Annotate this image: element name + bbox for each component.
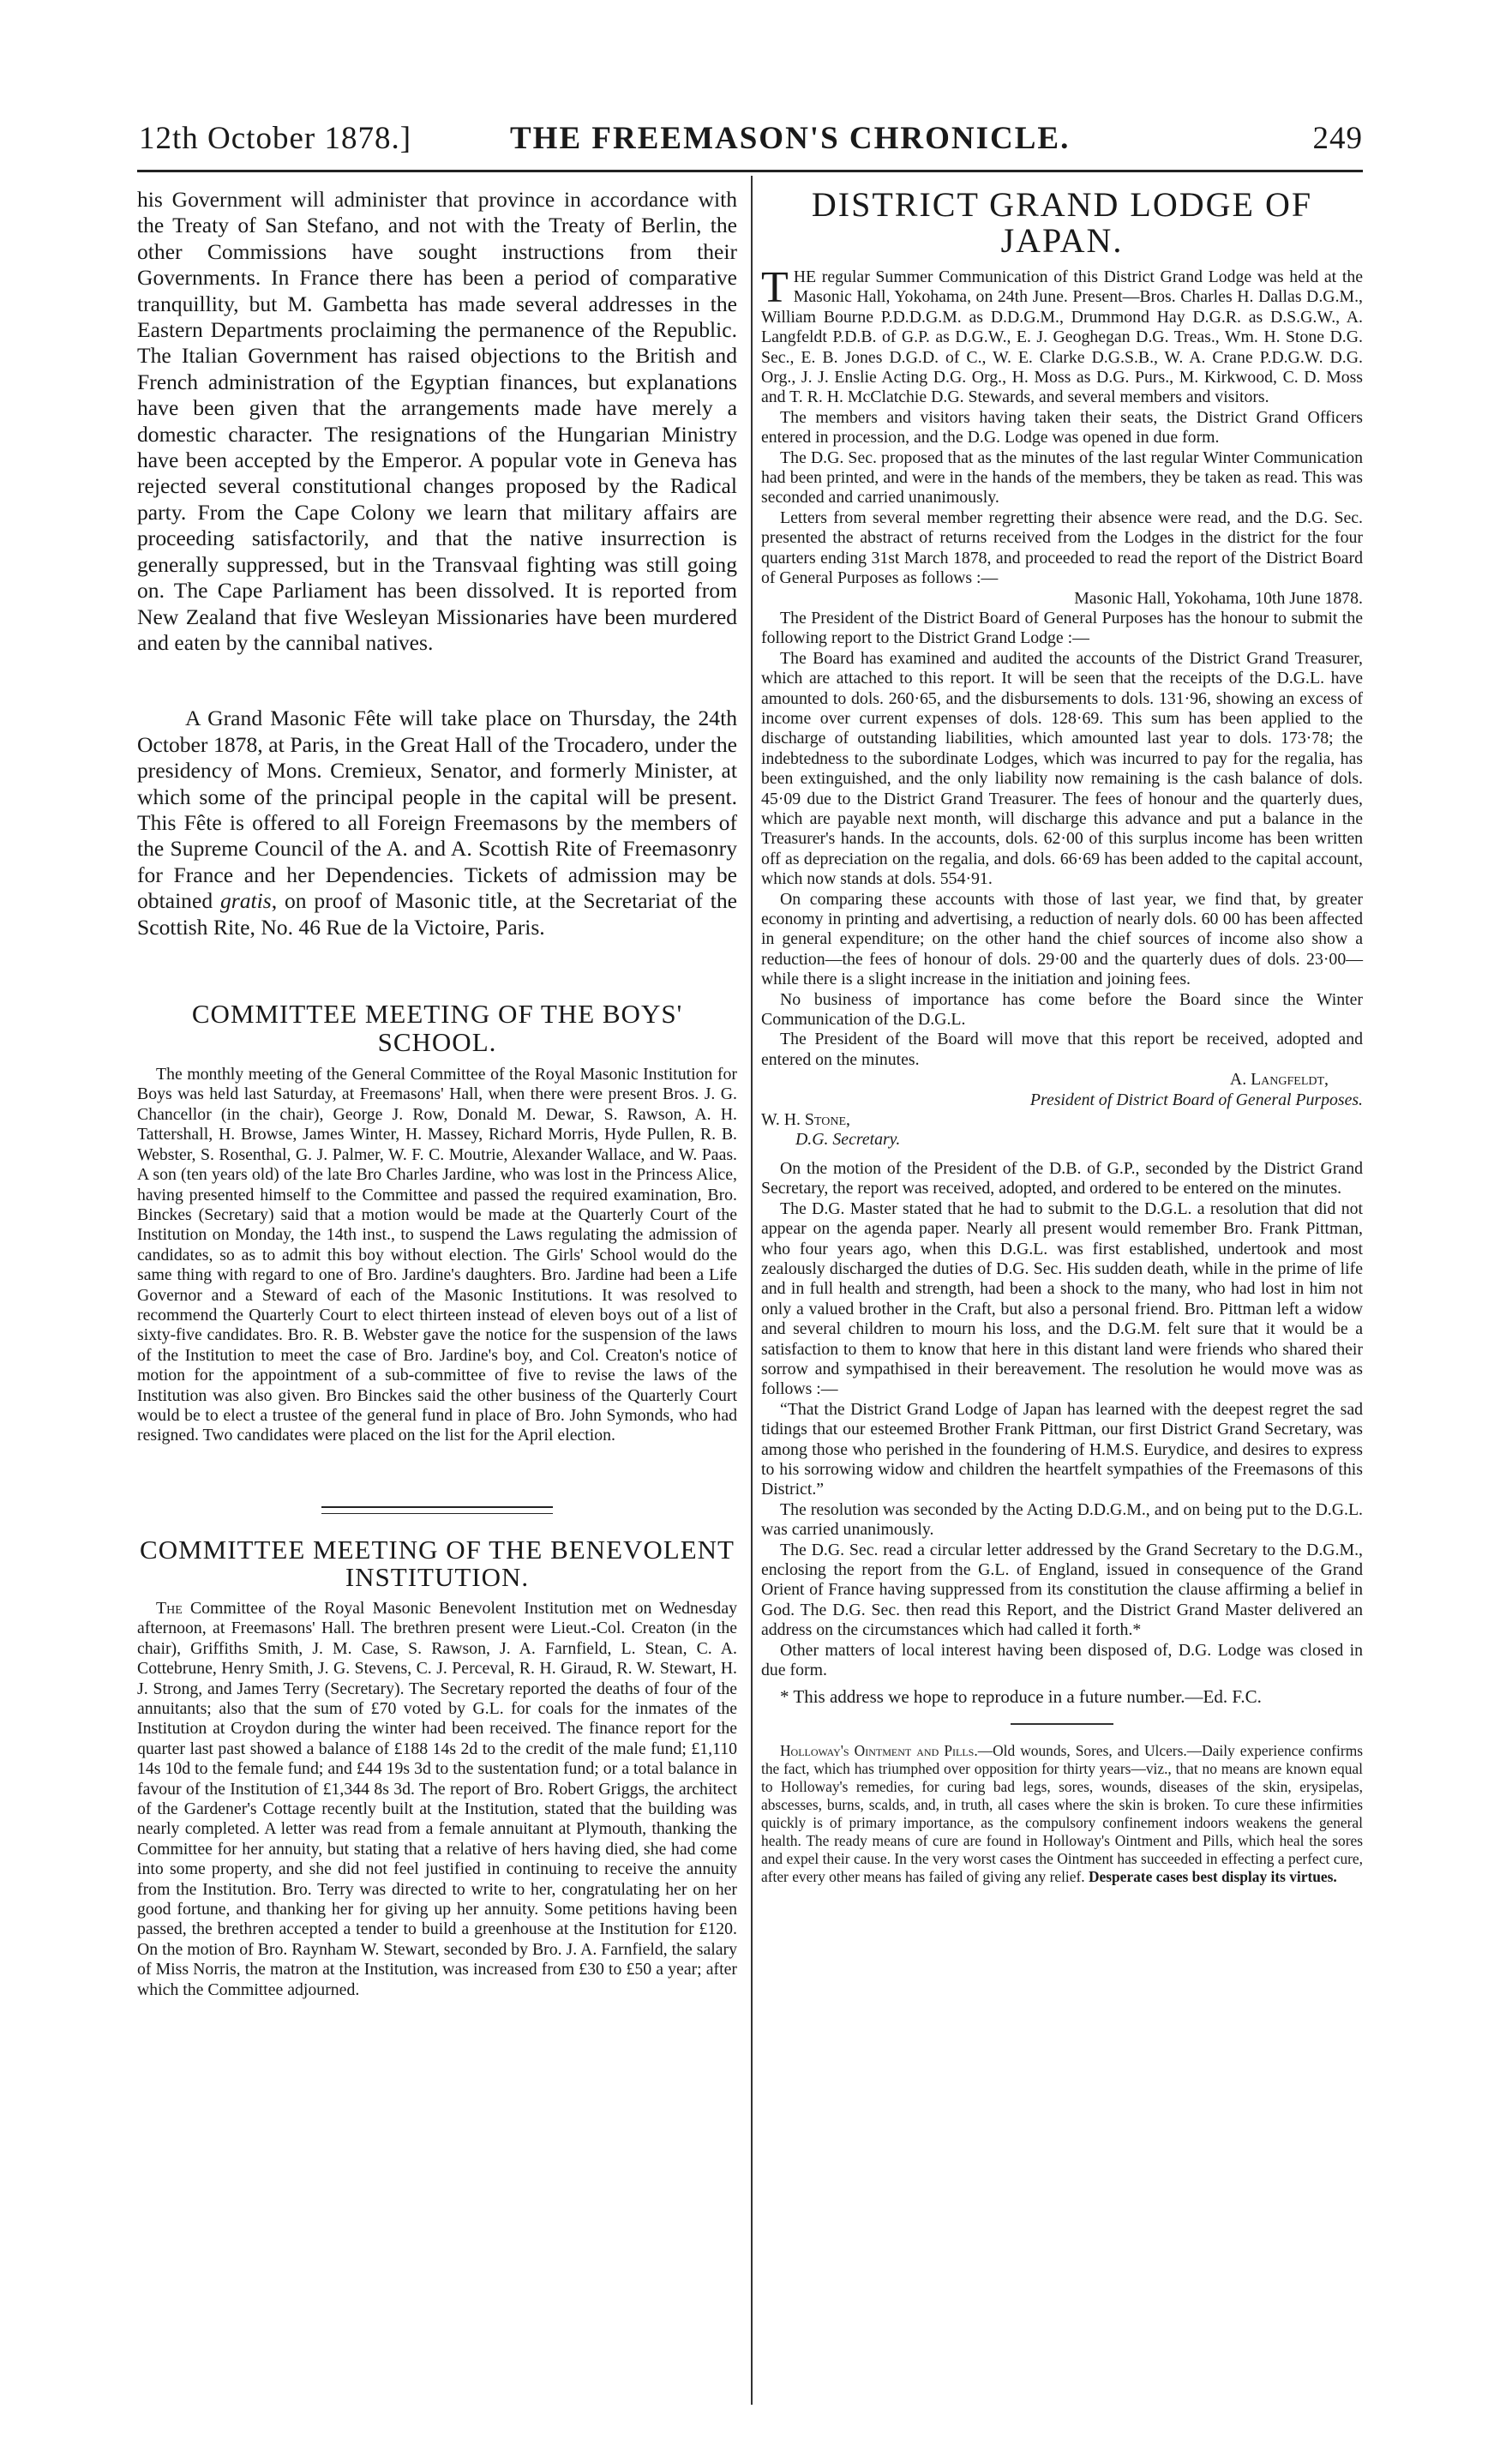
signature-name: A. Langfeldt, — [1229, 1070, 1329, 1090]
benevolent-heading: COMMITTEE MEETING OF THE BENEVOLENT INSTITUTION. — [140, 1534, 735, 1593]
advert-paragraph — [761, 1742, 1363, 1886]
header-date: 12th October 1878.] — [139, 121, 412, 156]
japan-heading: DISTRICT GRAND LODGE OF JAPAN. — [811, 185, 1313, 260]
advert-head: Holloway's Ointment and Pills. — [780, 1741, 978, 1759]
boys-section — [137, 1065, 737, 1446]
japan-resolution: “That the District Grand Lodge of Japan has learned with the deepest regret the sad tidings that our esteemed Brother Frank Pittman, our first District Grand Secretary, was among those who perished in the foundering of H.M.S. Eurydice, and desires to express to his sorrowing widow and children the heartfelt sympathies of the Freemasons of this District.” — [761, 1399, 1363, 1499]
japan-p8: No business of importance has come before the Board since the Winter Communication of the D.G.L. — [761, 989, 1363, 1030]
fete-gratis: gratis — [219, 888, 272, 914]
footnote: * This address we hope to reproduce in a future number.—Ed. F.C. — [780, 1686, 1262, 1708]
japan-p7: On comparing these accounts with those of last year, we find that, by greater economy in printing and advertising, a reduction of nearly dols. 60 00 has been affected in general expenditure; on the other hand the chief sources of income also show a reduction—the fees of honour of dols. 29·00 and the quarterly dues of dols. 23·00—while there is a slight increase in the initiation and joining fees. — [761, 889, 1363, 989]
advertisement — [761, 1742, 1363, 1886]
japan-p14: The D.G. Sec. read a circular letter addressed by the Grand Secretary to the D.G.M., enclosing the report from the G.L. of England, issued in consequence of the Grand Orient of France having suppressed from its constitution the clause affirming a belief in God. The D.G. Sec. then read this Report, and the District Grand Master delivered an address on the circumstances which had called it forth.* — [761, 1540, 1363, 1640]
advert-body: —Old wounds, Sores, and Ulcers.—Daily experience confirms the fact, which has triumphed over opposition for thirty years—viz., that no means are known equal to Holloway's remedies, for curing bad legs, sores, wounds, diseases of the skin, erysipelas, abscesses, burns, scalds, and, in truth, all cases where the skin is broken. To cure these infirmities quickly is of primary importance, as the compulsory confinement indoors weakens the general health. The ready means of cure are found in Holloway's Ointment and Pills, which heal the sores and expel their cause. In the very worst cases the Ointment has succeeded in effecting a perfect cure, after every other means has failed of giving any relief. — [761, 1741, 1363, 1885]
column-divider — [751, 176, 753, 2405]
japan-p9: The President of the Board will move that this report be received, adopted and entered on the minutes. — [761, 1030, 1363, 1069]
benevolent-section — [137, 1599, 737, 2000]
fete-paragraph — [137, 706, 737, 940]
benevolent-body: Committee of the Royal Masonic Benevolent Institution met on Wednesday afternoon, at Freemasons' Hall. The brethren present were Lieut.-Col. Creaton (in the chair), Griffiths Smith, J. M. Case, S. Rawson, J. A. Farnfield, L. Stean, C. A. Cottebrune, Henry Smith, J. G. Stevens, C. J. Perceval, R. H. Giraud, R. W. Stewart, H. J. Strong, and James Terry (Secretary). The Secretary reported the deaths of four of the annuitants; also that the sum of £70 voted by G.L. for coals for the inmates of the Institution at Croydon during the winter had been received. The finance report for the quarter last past showed a balance of £188 14s 2d to the credit of the male fund; £1,110 14s 10d to the female fund; and £44 19s 3d to the sustentation fund; or a total balance in favour of the Institution of £1,344 8s 3d. The report of Bro. Robert Griggs, the architect of the Gardener's Cottage recently built at the Institution, stated that the building was nearly completed. A letter was read from a female annuitant at Plymouth, thanking the Committee for her annuity, but stating that a relative of hers having died, she had come into some property, and she did not feel justified in continuing to receive the annuity from the Institution. Bro. Terry was directed to write to her, congratulating her on her good fortune, and thanking her for giving up her annuity. Some petitions having been passed, the brethren accepted a tender to build a greenhouse at the Institution for £120. On the motion of Bro. Raynham W. Stewart, seconded by Bro. J. A. Farnfield, the salary of Miss Norris, the matron at the Institution, was increased from £30 to £50 a year; after which the Committee adjourned. — [137, 1598, 737, 1999]
boys-paragraph: The monthly meeting of the General Committee of the Royal Masonic Institution for Boys was held last Saturday, at Freemasons' Hall, when there were present Bros. J. G. Chancellor (in the chair), George J. Row, Donald M. Dewar, S. Rawson, A. H. Tattershall, H. Browse, James Winter, H. Massey, Richard Morris, Hyde Pullen, R. B. Webster, S. Rosenthal, G. J. Palmer, W. F. C. Moutrie, Alexander Wallace, and W. Paas. A son (ten years old) of the late Bro Charles Jardine, who was lost in the Princess Alice, having presented himself to the Committee and passed the required examination, Bro. Binckes (Secretary) said that a motion would be made at the Quarterly Court of the Institution on Monday, the 14th inst., to suspend the Laws regulating the admission of candidates, so as to admit this boy without election. The Girls' School would do the same thing with regard to one of Bro. Jardine's daughters. Bro. Jardine had been a Life Governor and a Steward of each of the Masonic Institutions. It was resolved to recommend the Quarterly Court to elect thirteen instead of eleven boys out of a list of sixty-five candidates. Bro. R. B. Webster gave the notice for the suspension of the laws of the Institution to meet the case of Bro. Jardine's boy, and Col. Creaton's notice of motion for the appointment of a sub-committee of five to revise the laws of the Institution was also given. Bro Binckes said the other business of the Quarterly Court would be to elect a trustee of the general fund in place of Bro. John Symonds, who had resigned. Two candidates were placed on the list for the April election. — [137, 1065, 737, 1445]
fete-text-before: A Grand Masonic Fête will take place on Thursday, the 24th October 1878, at Paris, in the Great Hall of the Trocadero, under the presidency of Mons. Cremieux, Senator, and formerly Minister, at which some of the principal people in the capital will be present. This Fête is offered to all Foreign Freemasons by the members of the Supreme Council of the A. and A. Scottish Rite of Freemasonry for France and her Dependencies. Tickets of admission may be obtained — [137, 706, 737, 914]
japan-p3: The D.G. Sec. proposed that as the minutes of the last regular Winter Communication had been printed, and were in the hands of the members, they be taken as read. This was seconded and carried unanimously. — [761, 448, 1363, 508]
japan-section — [761, 263, 1363, 1708]
japan-p10: On the motion of the President of the D.B. of G.P., seconded by the District Grand Secretary, the report was received, adopted, and ordered to be entered on the minutes. — [761, 1158, 1363, 1198]
japan-p13: The resolution was seconded by the Acting D.D.G.M., and on being put to the D.G.L. was carried unanimously. — [761, 1499, 1363, 1540]
fete-section — [137, 706, 737, 940]
politics-paragraph: his Government will administer that province in accordance with the Treaty of San Stefano, and not with the Treaty of Berlin, the other Commissions have sought instructions from their Governments. In France there has been a period of comparative tranquillity, but M. Gambetta has made several addresses in the Eastern Departments proclaiming the permanence of the Republic. The Italian Government has raised objections to the British and French administration of the Egyptian finances, but explanations have been given that the arrangements made have merely a domestic character. The resignations of the Hungarian Ministry have been accepted by the Emperor. A popular vote in Geneva has rejected several constitutional changes proposed by the Radical party. From the Cape Colony we learn that military affairs are proceeding satisfactorily, and that the native insurrection is generally suppressed, but in the Transvaal fighting was still going on. The Cape Parliament has been dissolved. It is reported from New Zealand that five Wesleyan Missionaries have been murdered and eaten by the cannibal natives. — [137, 187, 737, 655]
header-title: THE FREEMASON'S CHRONICLE. — [510, 121, 1071, 156]
header-rule — [137, 170, 1363, 172]
japan-dateline: Masonic Hall, Yokohama, 10th June 1878. — [1074, 588, 1363, 608]
fete-text-after: , on proof of Masonic title, at the Secretariat of the Scottish Rite, No. 46 Rue de la Victoire, Paris. — [137, 888, 738, 940]
politics-section — [137, 187, 737, 656]
boys-heading: COMMITTEE MEETING OF THE BOYS' SCHOOL. — [191, 998, 683, 1057]
page-number: 249 — [1312, 121, 1363, 156]
secretary-title: D.G. Secretary. — [795, 1130, 901, 1150]
signature-title: President of District Board of General Purposes. — [1029, 1090, 1363, 1109]
benevolent-lead: The — [156, 1598, 183, 1618]
advert-tail: Desperate cases best display its virtues. — [1088, 1867, 1337, 1885]
benevolent-paragraph — [137, 1599, 737, 2000]
japan-p1: THE regular Summer Communication of this District Grand Lodge was held at the Masonic Hall, Yokohama, on 24th June. Present—Bros. Charles H. Dallas D.G.M., William Bourne P.D.D.G.M. as D.D.G.M., Drummond Hay D.G.R. as D.S.G.W., A. Langfeldt P.D.B. of G.P. as D.G.W., E. J. Geoghegan D.G. Treas., Wm. H. Stone D.G. Sec., E. B. Jones D.G.D. of C., W. E. Clarke D.G.S.B., W. A. Crane P.D.G.W. D.G. Org., J. J. Enslie Acting D.G. Org., H. Moss as D.G. Purs., M. Kirkwood, C. D. Moss and T. R. H. McClatchie D.G. Stewards, and several members and visitors. — [761, 263, 1363, 407]
section-rule — [321, 1506, 553, 1514]
japan-p6: The Board has examined and audited the accounts of the District Grand Treasurer, which are attached to this report. It will be seen that the receipts of the D.G.L. have amounted to dols. 260·65, and the disbursements to dols. 131·96, showing an excess of income over current expenses of dols. 128·69. This sum has been applied to the discharge of outstanding liabilities, which amounted last year to dols. 173·78; the indebtedness to the subordinate Lodges, which was incurred to pay for the regalia, has been extinguished, and the only liability now remaining is the cash balance of dols. 45·09 due to the District Grand Treasurer. The fees of honour and the quarterly dues, which are payable next month, will discharge this advance and put a balance in the Treasurer's hands. In the accounts, dols. 62·00 of this surplus income has been written off as depreciation on the regalia, and dols. 66·69 has been added to the capital account, which now stands at dols. 554·91. — [761, 648, 1363, 889]
drop-capital: T — [761, 263, 789, 312]
japan-p15: Other matters of local interest having been disposed of, D.G. Lodge was closed in due form. — [761, 1640, 1363, 1680]
japan-p11: The D.G. Master stated that he had to submit to the D.G.L. a resolution that did not appear on the agenda paper. Nearly all present would remember Bro. Frank Pittman, who four years ago, when this D.G.L. was first established, undertook and most zealously discharged the duties of D.G. Sec. His sudden death, while in the prime of life and in full health and strength, had been a shock to the many, who had lost in him not only a valued brother in the Craft, but also a personal friend. Bro. Pittman left a widow and several children to mourn his loss, and the D.G.M. felt sure that it would be a satisfaction to them to know that here in this distant land were friends who shared their sorrow and sympathised in their bereavement. The resolution he would move was as follows :— — [761, 1198, 1363, 1399]
japan-p4: Letters from several member regretting their absence were read, and the D.G. Sec. presented the abstract of returns received from the Lodges in the district for the four quarters ending 31st March 1878, and proceeded to read the report of the District Board of General Purposes as follows :— — [761, 508, 1363, 588]
secretary-name: W. H. Stone, — [761, 1110, 850, 1130]
running-header — [137, 117, 1363, 166]
japan-p5: The President of the District Board of General Purposes has the honour to submit the following report to the District Grand Lodge :— — [761, 608, 1363, 648]
japan-p2: The members and visitors having taken their seats, the District Grand Officers entered in procession, and the D.G. Lodge was opened in due form. — [761, 407, 1363, 448]
left-column — [137, 187, 737, 2000]
right-column — [761, 187, 1363, 1886]
